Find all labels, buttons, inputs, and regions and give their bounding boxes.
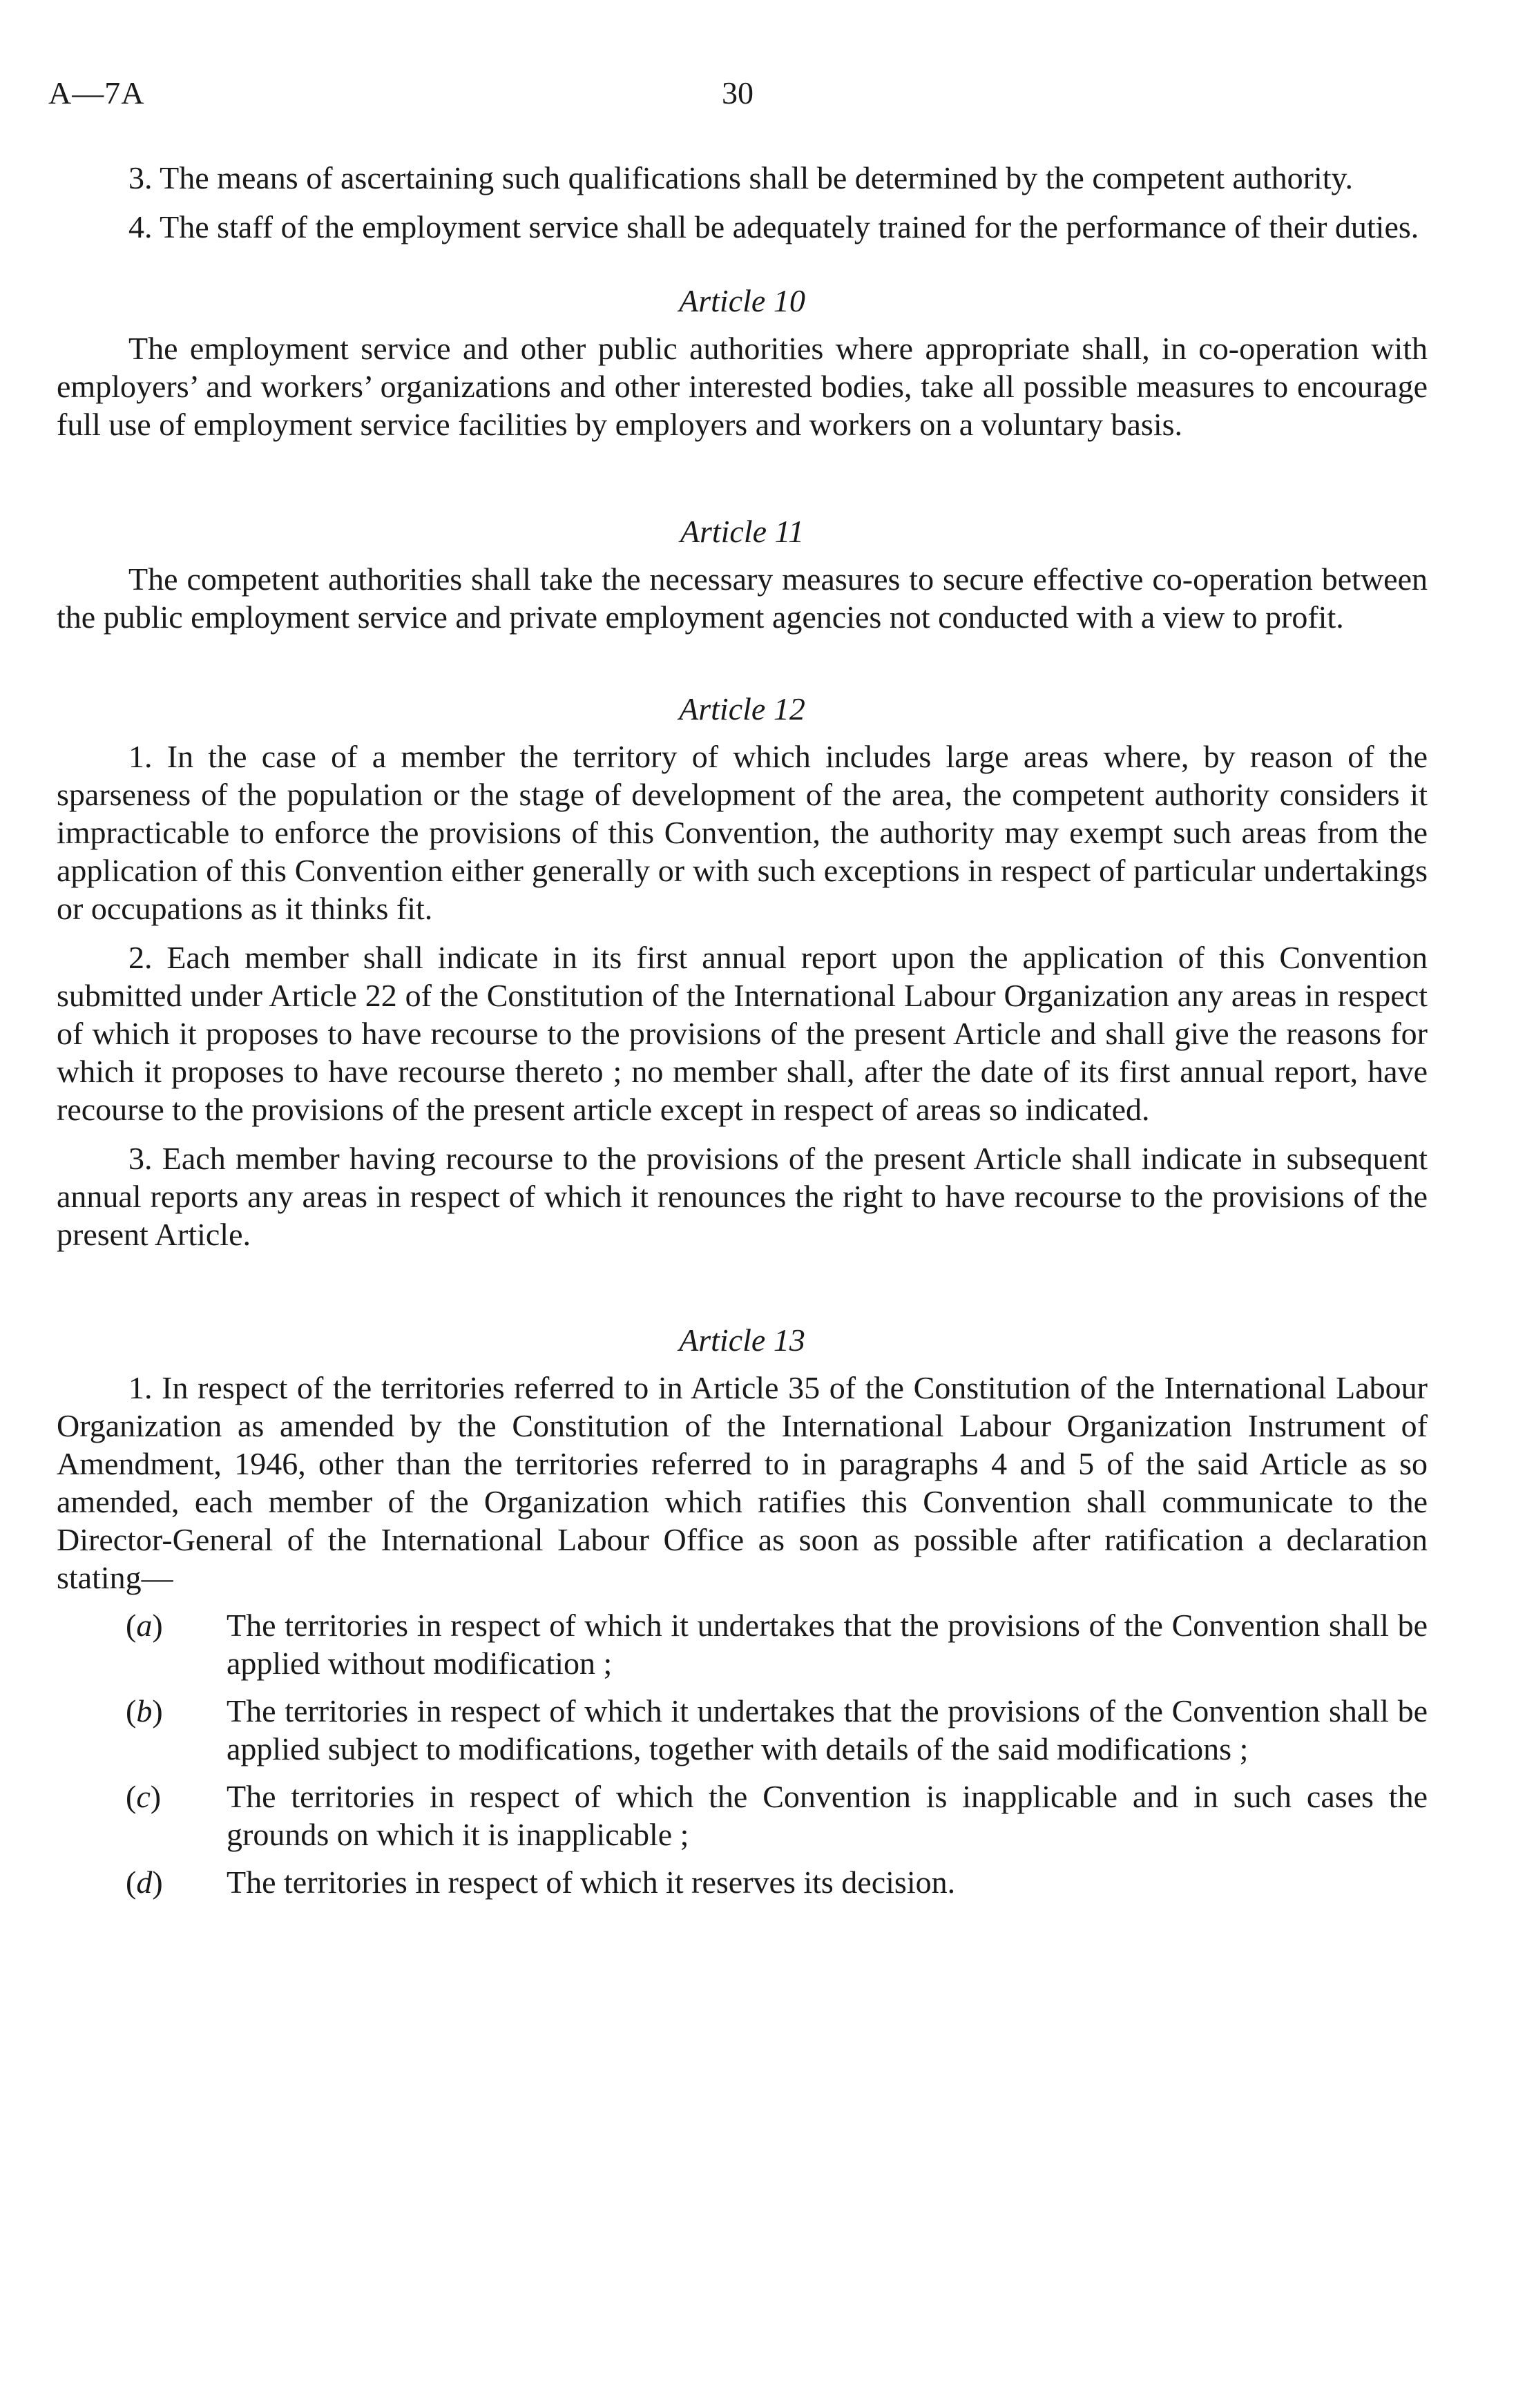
article-9-paragraph-3: 3. The means of ascertaining such qualifications shall be determined by the competent authority. [128, 160, 1354, 195]
article-10-heading: Article 10 [679, 283, 805, 318]
item-label: (a) [126, 1608, 163, 1643]
article-12-paragraph-1: 1. In the case of a member the territory of which includes large areas where, by reason of the sparseness of the population or the stage of development of the area, the competent authority considers it impracticable to enforce the provisions of this Convention, the authority may exempt such areas from the application of this Convention either generally or with such exceptions in respect of particular undertakings or occupations as it thinks fit. [57, 739, 1428, 926]
item-label: (d) [126, 1865, 163, 1900]
page-number: 30 [722, 75, 754, 110]
item-text: The territories in respect of which the Convention is inapplicable and in such cases the grounds on which it is inapplicable ; [227, 1779, 1428, 1852]
article-13-item-d [57, 1863, 1428, 1901]
article-13-heading: Article 13 [679, 1322, 805, 1358]
item-text: The territories in respect of which it reserves its decision. [227, 1865, 956, 1900]
item-label: (c) [126, 1779, 162, 1814]
article-12-paragraph-2: 2. Each member shall indicate in its first annual report upon the application of this Convention submitted under Article 22 of the Constitution of the International Labour Organization any areas in respect of which it proposes to have recourse to the provisions of the present Article and shall give the reasons for which it proposes to have recourse thereto ; no member shall, after the date of its first annual report, have recourse to the provisions of the present article except in respect of areas so indicated. [57, 940, 1428, 1127]
page-header [48, 75, 1430, 123]
article-11-heading: Article 11 [680, 514, 805, 549]
article-13-item-c [57, 1778, 1428, 1853]
item-text: The territories in respect of which it undertakes that the provisions of the Convention shall be applied without modification ; [227, 1608, 1428, 1681]
article-13-paragraph-1: 1. In respect of the territories referred to in Article 35 of the Constitution of the International Labour Organization as amended by the Constitution of the International Labour Organization Instrument of Amendment, 1946, other than the territories referred to in paragraphs 4 and 5 of the said Article as so amended, each member of the Organization which ratifies this Convention shall communicate to the Director-General of the International Labour Office as soon as possible after ratification a declaration stating— [57, 1370, 1428, 1595]
item-text: The territories in respect of which it undertakes that the provisions of the Convention shall be applied subject to modifications, together with details of the said modifications ; [227, 1693, 1428, 1766]
article-9-paragraph-4: 4. The staff of the employment service shall be adequately trained for the performance of their duties. [128, 209, 1419, 244]
article-12-heading: Article 12 [679, 691, 805, 726]
article-10-text: The employment service and other public authorities where appropriate shall, in co-operation with employers’ and workers’ organizations and other interested bodies, take all possible measures to encourage full use of employment service facilities by employers and workers on a voluntary basis. [57, 331, 1428, 442]
article-13-item-a [57, 1606, 1428, 1682]
document-body [57, 159, 1428, 1901]
article-12-paragraph-3: 3. Each member having recourse to the provisions of the present Article shall indicate in subsequent annual reports any areas in respect of which it renounces the right to have recourse to the provisions of the present Article. [57, 1141, 1428, 1252]
item-label: (b) [126, 1693, 163, 1728]
document-reference: A—7A [48, 75, 145, 110]
article-11-text: The competent authorities shall take the necessary measures to secure effective co-operation between the public employment service and private employment agencies not conducted with a view to profit. [57, 561, 1428, 635]
article-13-item-b [57, 1692, 1428, 1768]
